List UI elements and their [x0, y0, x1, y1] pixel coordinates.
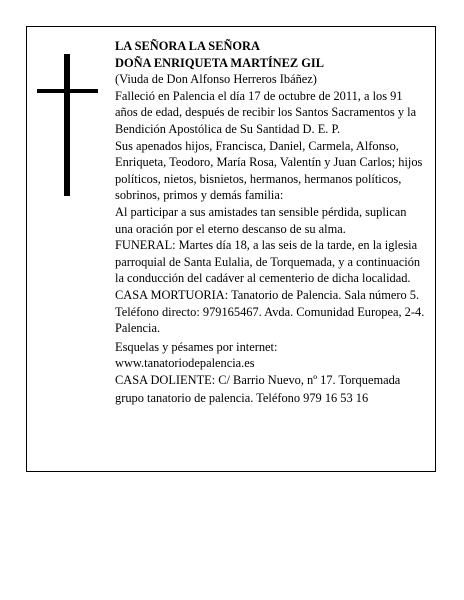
funeral-home-info: CASA MORTUORIA: Tanatorio de Palencia. Sala número 5. Teléfono directo: 979165467. Avda. Comunidad Europea, 2-4. Palencia.	[115, 287, 425, 336]
death-notice: Falleció en Palencia el día 17 de octubre de 2011, a los 91 años de edad, después de recibir los Santos Sacramentos y la Bendición Apostólica de Su Santidad D. E. P.	[115, 88, 417, 136]
cross-icon-crossbar	[37, 89, 98, 93]
mourning-house: CASA DOLIENTE: C/ Barrio Nuevo, nº 17. Torquemada	[115, 372, 401, 387]
cross-icon	[64, 54, 70, 196]
family-list: Sus apenados hijos, Francisca, Daniel, Carmela, Alfonso, Enriqueta, Teodoro, María Rosa, Valentín y Juan Carlos; hijos políticos, nietos, bisnietos, hermanos, hermanos políticos, sobrinos, primos y demás familia:	[115, 138, 423, 203]
obituary-text	[115, 38, 425, 407]
widow-of: (Viuda de Don Alfonso Herreros Ibáñez)	[115, 72, 317, 87]
condolences-url[interactable]: www.tanatoriodepalencia.es	[115, 356, 255, 371]
deceased-name: DOÑA ENRIQUETA MARTÍNEZ GIL	[115, 55, 324, 70]
condolences-label: Esquelas y pésames por internet:	[115, 339, 278, 354]
prayer-request: Al participar a sus amistades tan sensible pérdida, suplican una oración por el eterno descanso de su alma.	[115, 204, 407, 236]
footer-contact: grupo tanatorio de palencia. Teléfono 979 16 53 16	[115, 391, 369, 406]
header-line-1: LA SEÑORA LA SEÑORA	[115, 39, 260, 53]
funeral-info: FUNERAL: Martes día 18, a las seis de la tarde, en la iglesia parroquial de Santa Eulalia, de Torquemada, y a continuación la conducción del cadáver al cementerio de dicha localidad.	[115, 238, 421, 286]
